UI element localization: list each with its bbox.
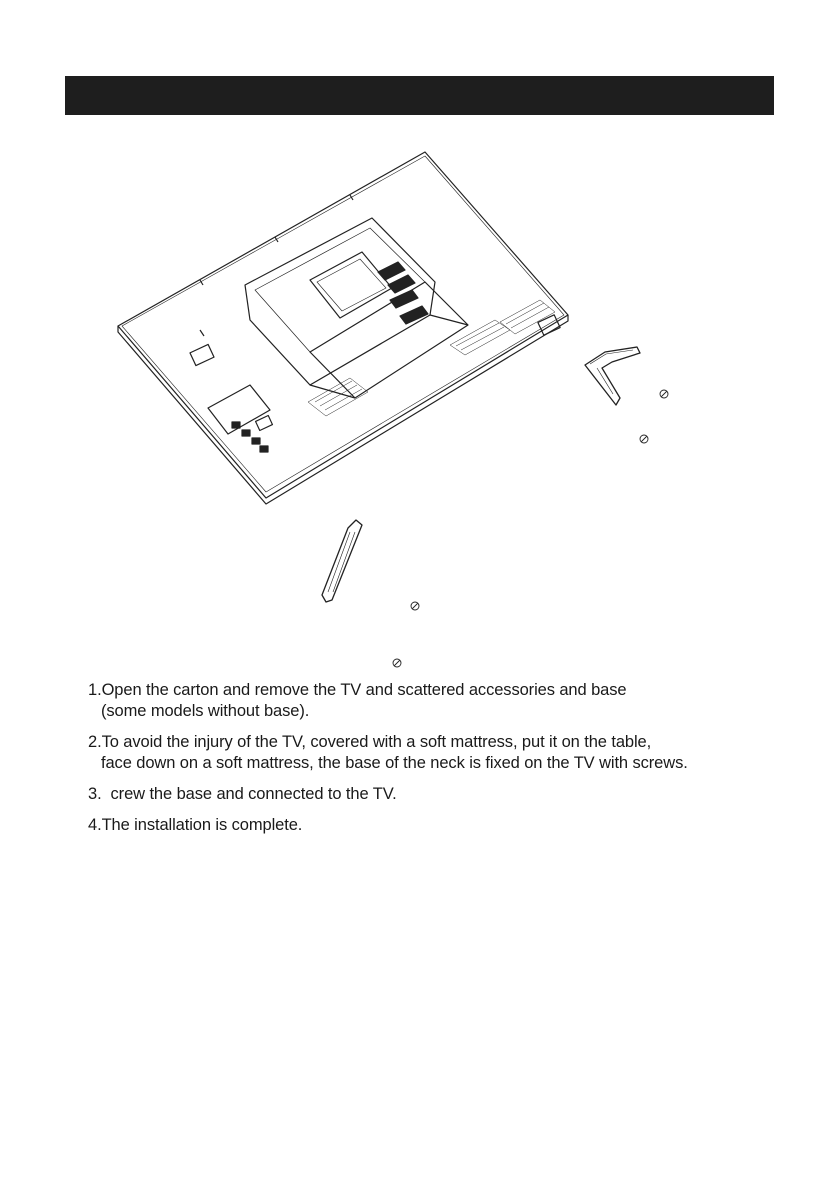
step-number: 2.: [88, 733, 102, 751]
tv-center-housing-icon: [245, 218, 468, 398]
speaker-grill-icon: [308, 300, 555, 416]
step-number: 3.: [88, 785, 102, 803]
stand-leg-left-icon: [322, 520, 362, 602]
installation-steps: [88, 680, 808, 846]
step-3: [88, 784, 808, 805]
step-2: [88, 732, 808, 774]
step-number: 4.: [88, 816, 102, 834]
step-line: [88, 784, 808, 805]
step-line: [88, 732, 808, 753]
vent-grill-icon: [378, 262, 428, 324]
step-4: [88, 815, 808, 836]
section-header-bar: [65, 76, 774, 115]
screw-icon: [393, 390, 668, 667]
step-number: 1.: [88, 681, 102, 699]
side-connector-icon: [538, 315, 560, 335]
step-line: face down on a soft mattress, the base of the neck is fixed on the TV with screws.: [101, 754, 688, 772]
stand-leg-right-icon: [585, 347, 640, 405]
step-text: To avoid the injury of the TV, covered with a soft mattress, put it on the table,: [101, 733, 652, 751]
step-text: crew the base and connected to the TV.: [101, 785, 397, 803]
connector-panel-icon: [190, 344, 272, 452]
step-line: [88, 815, 808, 836]
step-text: The installation is complete.: [101, 816, 303, 834]
step-line: [88, 680, 808, 701]
step-line: (some models without base).: [101, 702, 310, 720]
step-text: Open the carton and remove the TV and scattered accessories and base: [101, 681, 627, 699]
step-1: [88, 680, 808, 722]
tv-back-panel-icon: [118, 152, 568, 504]
tv-back-with-stand-and-screws-icon: [100, 140, 720, 680]
